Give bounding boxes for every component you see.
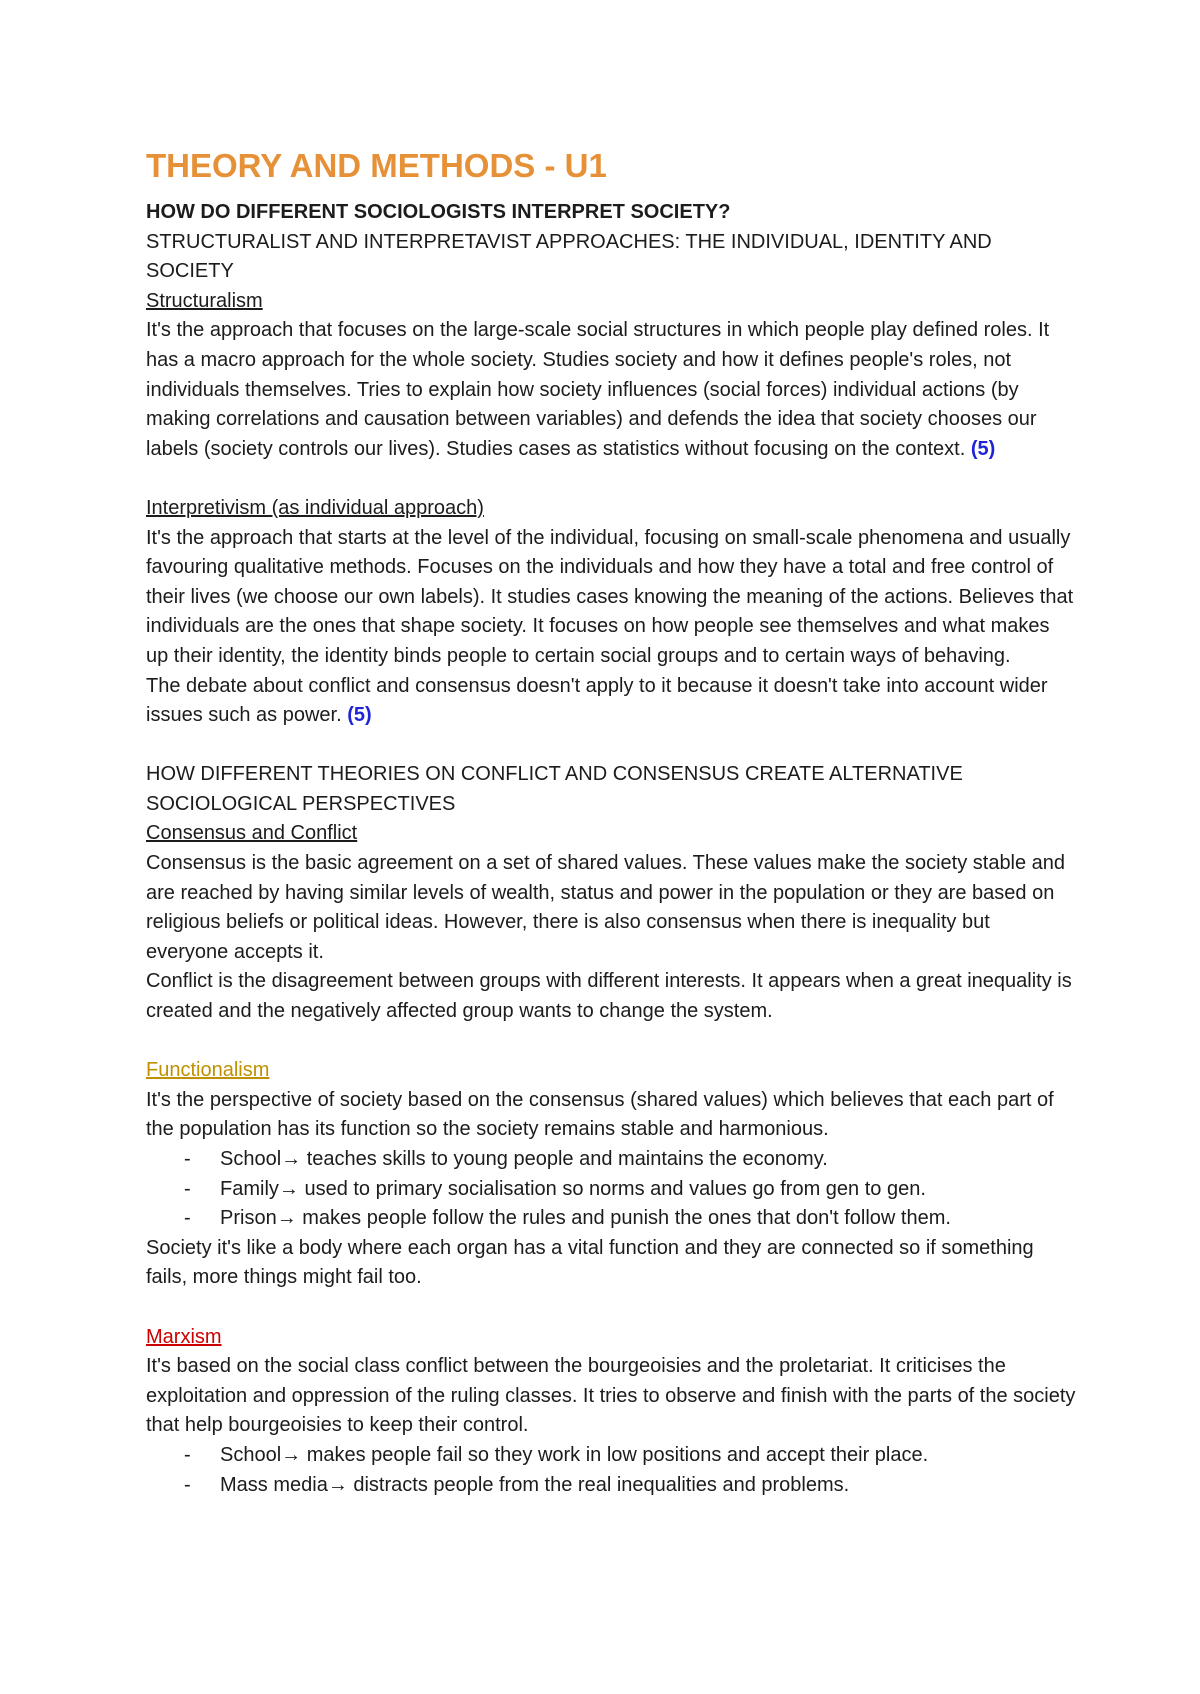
list-item-text: School→ makes people fail so they work in low positions and accept their place. (220, 1443, 929, 1466)
list-item (146, 1204, 1076, 1234)
consensus-heading: Consensus and Conflict (146, 822, 358, 845)
bullet-dash: - (184, 1473, 191, 1496)
section1-heading: STRUCTURALIST AND INTERPRETAVIST APPROACHES: THE INDIVIDUAL, IDENTITY AND SOCIETY (146, 230, 992, 283)
interpretivism-text: It's the approach that starts at the level of the individual, focusing on small-scale phenomena and usually favouring qualitative methods. Focuses on the individuals and how they have a total and free control of their lives (we choose our own labels). It studies cases knowing the meaning of the actions. Believes that individuals are the ones that shape society. It focuses on how people see themselves and what makes up their identity, the identity binds people to certain social groups and to certain ways of behaving. (146, 526, 1074, 667)
bullet-dash: - (184, 1207, 191, 1230)
document-title: THEORY AND METHODS - U1 (146, 147, 607, 184)
conflict-text: Conflict is the disagreement between groups with different interests. It appears when a great inequality is created and the negatively affected group wants to change the system. (146, 970, 1072, 1023)
interpretivism-heading: Interpretivism (as individual approach) (146, 496, 484, 519)
structuralism-text: It's the approach that focuses on the large-scale social structures in which people play defined roles. It has a macro approach for the whole society. Studies society and how it defines people's roles, not individuals themselves. Tries to explain how society influences (social forces) individual actions (by making correlations and causation between variables) and defends the idea that society chooses our labels (society controls our lives). Studies cases as statistics without focusing on the context. (146, 319, 1050, 460)
list-item-text: Family→ used to primary socialisation so norms and values go from gen to gen. (220, 1177, 926, 1200)
list-item-text: Mass media→ distracts people from the real inequalities and problems. (220, 1473, 850, 1496)
functionalism-heading: Functionalism (146, 1059, 270, 1082)
bullet-dash: - (184, 1443, 191, 1466)
list-item (146, 1175, 1076, 1205)
bullet-dash: - (184, 1148, 191, 1170)
spacer (146, 1027, 1076, 1057)
list-item (146, 1145, 1076, 1175)
functionalism-list (146, 1145, 1076, 1234)
structuralism-heading: Structuralism (146, 289, 263, 312)
list-item-text: Prison→ makes people follow the rules and punish the ones that don't follow them. (220, 1207, 951, 1230)
marxism-text: It's based on the social class conflict between the bourgeoisies and the proletariat. It criticises the exploitation and oppression of the ruling classes. It tries to observe and finish with the parts of the society that help bourgeoisies to keep their control. (146, 1355, 1076, 1437)
structuralism-ref: (5) (970, 437, 996, 460)
consensus-text: Consensus is the basic agreement on a set of shared values. These values make the society stable and are reached by having similar levels of wealth, status and power in the population or they are based on religious beliefs or political ideas. However, there is also consensus when there is inequality but everyone accepts it. (146, 852, 1066, 963)
structuralism-paragraph (146, 316, 1076, 464)
spacer (146, 464, 1076, 494)
list-item (146, 1471, 1076, 1501)
functionalism-text: It's the perspective of society based on the consensus (shared values) which believes that each part of the population has its function so the society remains stable and harmonious. (146, 1088, 1054, 1141)
interpretivism-text-2: The debate about conflict and consensus doesn't apply to it because it doesn't take into account wider issues such as power. (146, 674, 1048, 727)
functionalism-text-2: Society it's like a body where each organ has a vital function and they are connected so if something fails, more things might fail too. (146, 1236, 1034, 1289)
spacer (146, 1293, 1076, 1323)
marxism-list (146, 1441, 1076, 1500)
question-heading: HOW DO DIFFERENT SOCIOLOGISTS INTERPRET SOCIETY? (146, 201, 731, 223)
list-item-text: School→ teaches skills to young people and maintains the economy. (220, 1148, 828, 1170)
section2-heading: HOW DIFFERENT THEORIES ON CONFLICT AND CONSENSUS CREATE ALTERNATIVE SOCIOLOGICAL PERSPECTIVES (146, 763, 963, 815)
list-item (146, 1441, 1076, 1471)
interpretivism-ref: (5) (347, 704, 372, 727)
document-page (146, 146, 1076, 1500)
interpretivism-paragraph-2 (146, 672, 1076, 731)
spacer (146, 731, 1076, 761)
marxism-heading: Marxism (146, 1325, 222, 1348)
bullet-dash: - (184, 1177, 191, 1200)
